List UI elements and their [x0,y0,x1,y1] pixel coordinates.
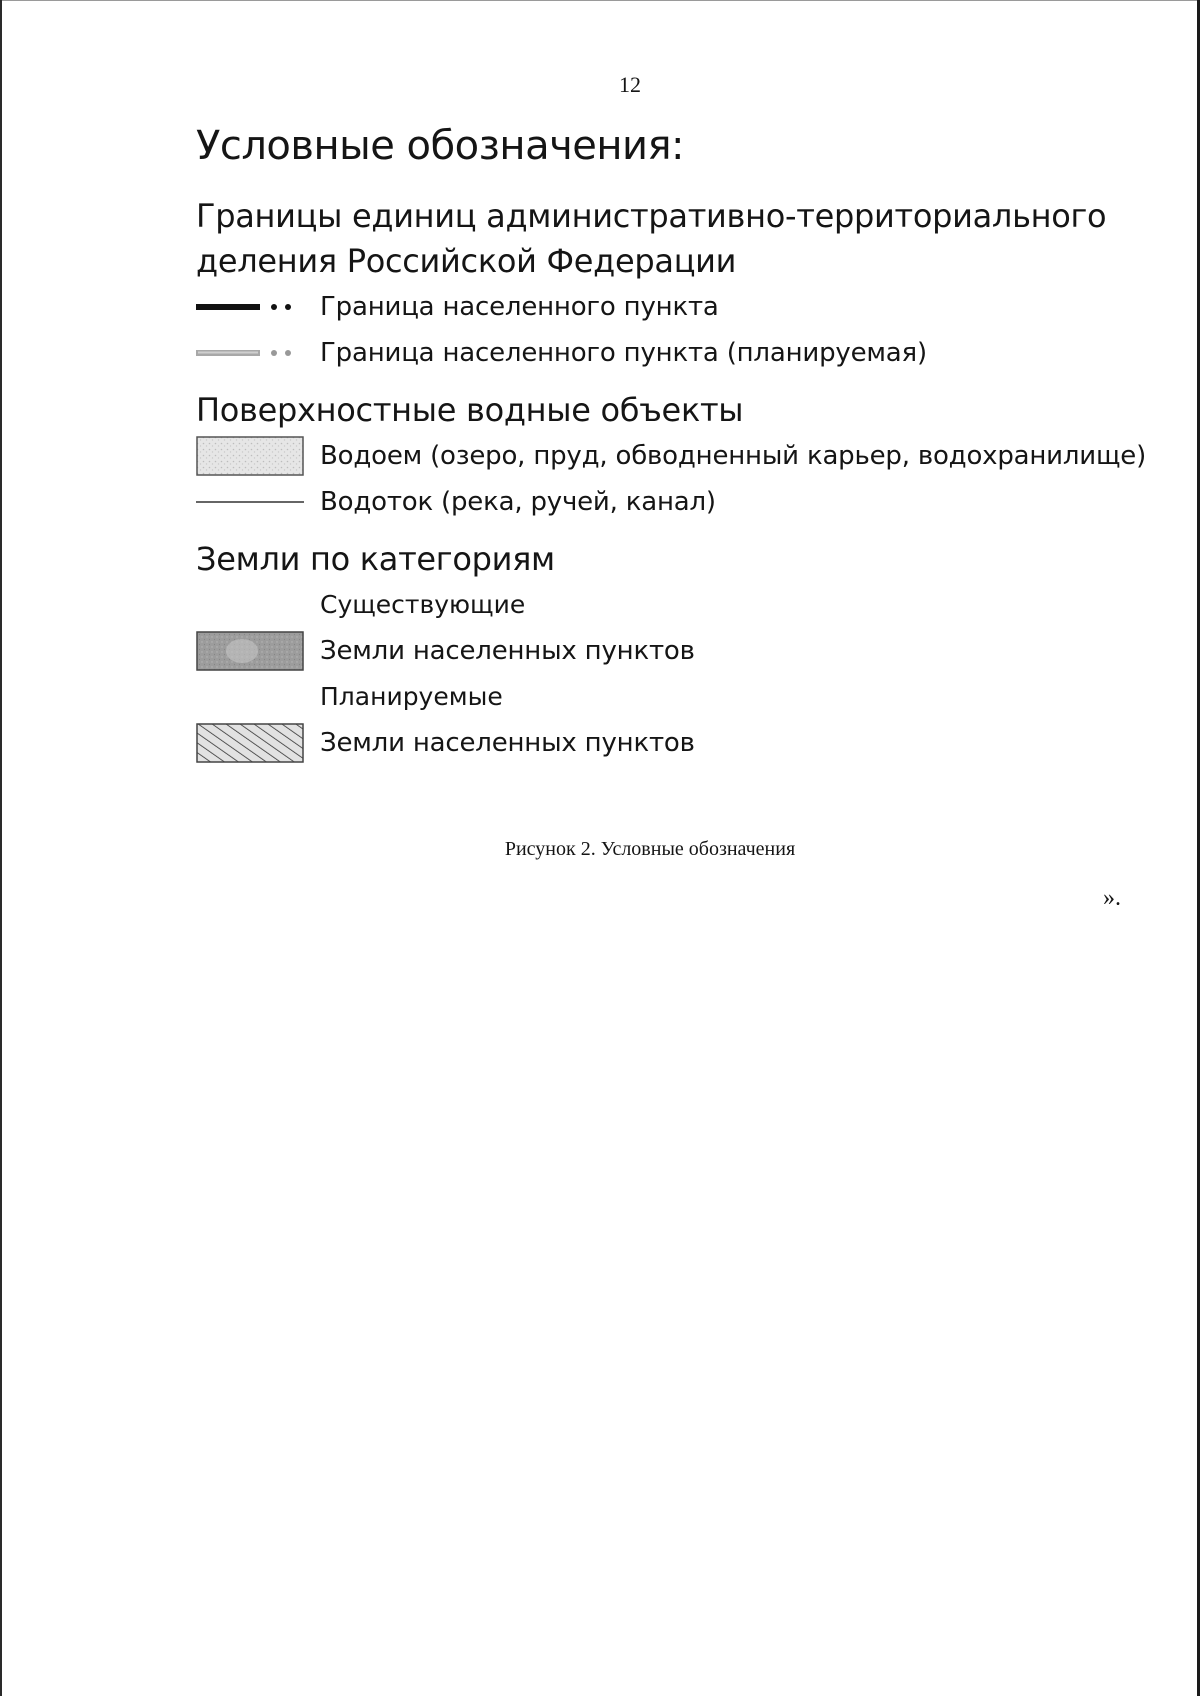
water-heading: Поверхностные водные объекты [196,391,744,429]
boundaries-heading-line2: деления Российской Федерации [196,242,737,280]
legend-label-existing-land: Земли населенных пунктов [320,636,695,666]
legend-row-boundary [196,284,1136,330]
scan-left-edge [0,0,2,1696]
legend-label-planned-boundary: Граница населенного пункта (планируемая) [320,338,927,368]
watercourse-line-icon [196,482,304,522]
legend-label-watercourse: Водоток (река, ручей, канал) [320,487,716,517]
legend-label-boundary: Граница населенного пункта [320,292,719,322]
land-section [196,537,1136,766]
legend-row-existing-land [196,628,1136,674]
planned-subheading: Планируемые [320,682,503,711]
legend-title: Условные обозначения: [196,123,685,169]
legend-row-planned-land [196,720,1136,766]
existing-subheading: Существующие [320,590,526,619]
legend-row-water-body [196,433,1147,479]
legend-row-planned-boundary [196,330,1136,376]
page-number: 12 [619,72,641,97]
scan-top-edge [0,0,1200,1]
figure-caption: Рисунок 2. Условные обозначения [504,838,796,860]
settlement-land-hatch-icon [196,723,304,763]
boundary-line-icon [196,287,304,327]
legend-row-watercourse [196,479,1136,525]
legend-label-water-body: Водоем (озеро, пруд, обводненный карьер, водохранилище) [320,441,1147,471]
boundaries-heading-line1: Границы единиц административно-территориального [196,197,1107,235]
planned-boundary-line-icon [196,333,304,373]
water-body-icon [196,436,304,476]
map-legend [196,118,1147,766]
legend-label-planned-land: Земли населенных пунктов [320,728,695,758]
water-section [196,388,1147,525]
boundaries-section [196,194,1136,376]
settlement-land-fill-icon [196,631,304,671]
land-heading: Земли по категориям [196,540,555,578]
closing-quote-mark: ». [1103,885,1121,911]
